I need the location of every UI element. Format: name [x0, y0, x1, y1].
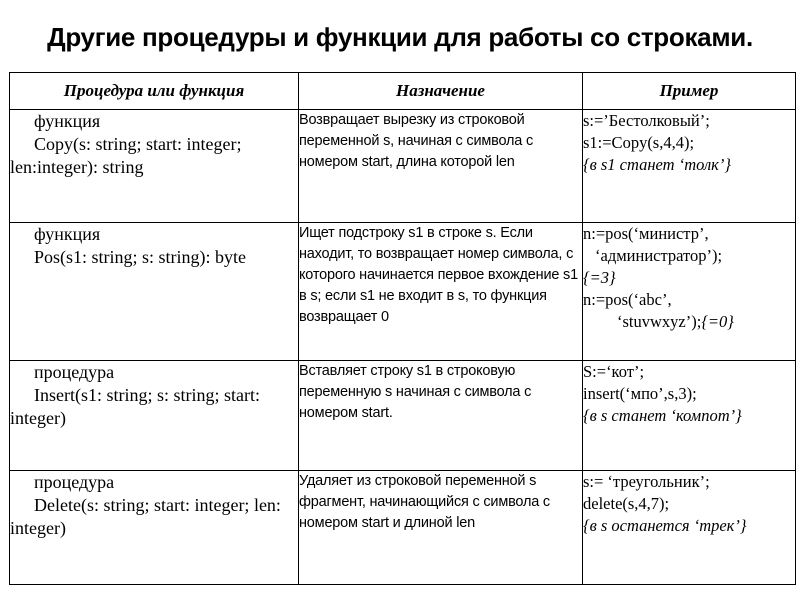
- example-line: n:=pos(‘министр’,: [583, 224, 709, 243]
- cell-example: [583, 361, 796, 471]
- string-functions-table: [9, 72, 796, 585]
- signature-text: Pos(s1: string; s: string): byte: [34, 247, 247, 267]
- cell-purpose: [299, 110, 583, 223]
- page-title: Другие процедуры и функции для работы со строками.: [47, 22, 753, 52]
- purpose-text: Ищет подстроку s1 в строке s. Если находит, то возвращает номер символа, с которого начинается первое вхождение s1 в s; если s1 не входит в s, то функция возвращает 0: [299, 225, 578, 325]
- header-procedure-or-function: Процедура или функция: [10, 73, 299, 110]
- cell-example: [583, 471, 796, 585]
- example-line: S:=‘кот’;: [583, 362, 645, 381]
- example-line: ‘stuvwxyz’);: [617, 312, 702, 331]
- example-line: s1:=Copy(s,4,4);: [583, 133, 695, 152]
- example-comment: {в s1 станет ‘толк’}: [583, 155, 731, 174]
- kind-label: процедура: [34, 362, 115, 382]
- table-header-row: [10, 73, 796, 110]
- signature-text: Insert(s1: string; s: string; start: integer): [10, 385, 260, 428]
- example-line: ‘администратор’);: [595, 246, 723, 265]
- kind-label: функция: [34, 111, 101, 131]
- cell-signature: [10, 361, 299, 471]
- cell-signature: [10, 110, 299, 223]
- table-row-pos: [10, 223, 796, 361]
- signature-text: Copy(s: string; start: integer; len:integer): string: [10, 134, 242, 177]
- table-row-delete: [10, 471, 796, 585]
- purpose-text: Возвращает вырезку из строковой переменной s, начиная с символа с номером start, длина которой len: [299, 112, 534, 170]
- example-comment: {=3}: [583, 268, 616, 287]
- cell-signature: [10, 223, 299, 361]
- example-comment: {в s останется ‘трек’}: [583, 516, 747, 535]
- cell-purpose: [299, 223, 583, 361]
- kind-label: функция: [34, 224, 101, 244]
- example-line: n:=pos(‘abc’,: [583, 290, 672, 309]
- cell-example: [583, 223, 796, 361]
- purpose-text: Удаляет из строковой переменной s фрагмент, начинающийся с символа с номером start и длиной len: [299, 473, 550, 531]
- cell-signature: [10, 471, 299, 585]
- header-example: Пример: [583, 73, 796, 110]
- table-row-copy: [10, 110, 796, 223]
- example-line-wrap: [583, 311, 795, 333]
- kind-label: процедура: [34, 472, 115, 492]
- example-line: insert(‘мпо’,s,3);: [583, 384, 697, 403]
- header-purpose: Назначение: [299, 73, 583, 110]
- example-comment: {в s станет ‘компот’}: [583, 406, 742, 425]
- example-line: s:=’Бестолковый’;: [583, 111, 710, 130]
- cell-purpose: [299, 471, 583, 585]
- cell-example: [583, 110, 796, 223]
- example-line: delete(s,4,7);: [583, 494, 670, 513]
- signature-text: Delete(s: string; start: integer; len: integer): [10, 495, 281, 538]
- example-line: s:= ‘треугольник’;: [583, 472, 710, 491]
- example-comment: {=0}: [701, 312, 734, 331]
- cell-purpose: [299, 361, 583, 471]
- table-row-insert: [10, 361, 796, 471]
- purpose-text: Вставляет строку s1 в строковую переменную s начиная с символа с номером start.: [299, 363, 532, 421]
